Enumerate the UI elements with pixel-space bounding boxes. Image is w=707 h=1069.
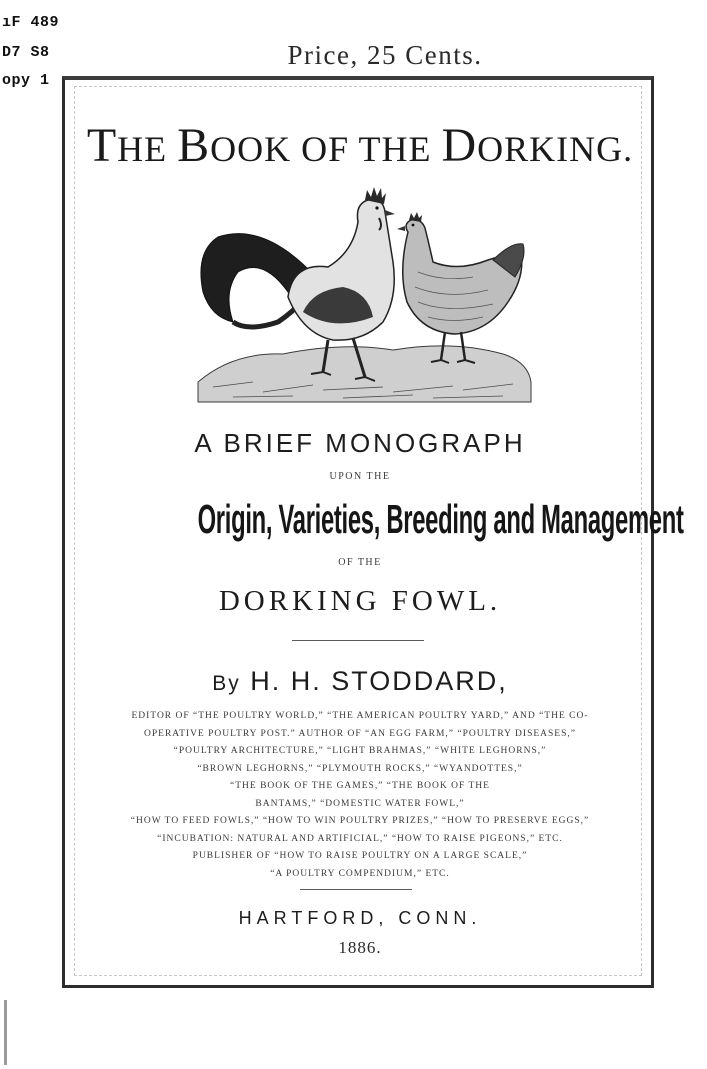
- binding-edge: [4, 1000, 7, 1065]
- call-number-line-3: opy 1: [2, 72, 50, 89]
- price-line: Price, 25 Cents.: [287, 40, 483, 70]
- author-by: By: [212, 672, 241, 695]
- title-cap-b: B: [177, 119, 211, 172]
- credit-line: “HOW TO FEED FOWLS,” “HOW TO WIN POULTRY PRIZES,” “HOW TO PRESERVE EGGS,”: [130, 816, 590, 826]
- credit-line: BANTAMS,” “DOMESTIC WATER FOWL,”: [255, 798, 465, 809]
- breed-name: DORKING FOWL.: [218, 585, 502, 617]
- credit-line: “POULTRY ARCHITECTURE,” “LIGHT BRAHMAS,” “WHITE LEGHORNS,”: [173, 746, 547, 756]
- credit-line: PUBLISHER OF “HOW TO RAISE POULTRY ON A LARGE SCALE,”: [192, 851, 528, 861]
- hen-body-icon: [403, 220, 522, 334]
- credit-line: “A POULTRY COMPENDIUM,” ETC.: [270, 868, 450, 879]
- publication-place: HARTFORD, CONN.: [238, 908, 482, 928]
- title-word-book-of-the: OOK OF THE: [210, 129, 442, 169]
- credit-line: “THE BOOK OF THE GAMES,” “THE BOOK OF THE: [230, 781, 490, 791]
- title-word-the: HE: [117, 129, 178, 169]
- author-name: H. H. STODDARD,: [250, 666, 508, 696]
- divider-lower: [300, 889, 412, 890]
- title-cap-d: D: [441, 119, 478, 172]
- call-number-line-2: D7 S8: [2, 44, 50, 61]
- subtitle-brief-monograph: A BRIEF MONOGRAPH: [194, 428, 526, 458]
- title-cap-t: T: [86, 119, 118, 172]
- credit-line: “BROWN LEGHORNS,” “PLYMOUTH ROCKS,” “WYANDOTTES,”: [197, 763, 523, 774]
- rooster-and-hen-engraving-icon: [193, 182, 533, 406]
- call-number-line-1: ıF 489: [2, 14, 60, 31]
- divider-upper: [292, 640, 424, 641]
- credit-line: OPERATIVE POULTRY POST.” AUTHOR OF “AN EGG FARM,” “POULTRY DISEASES,”: [144, 728, 576, 739]
- author-credits: [80, 708, 640, 883]
- publication-year: 1886.: [338, 938, 382, 957]
- author-line: [80, 666, 640, 697]
- upon-the-line: UPON THE: [329, 471, 391, 482]
- title-word-dorking: ORKING.: [477, 129, 634, 169]
- topics-line: Origin, Varieties, Breeding and Management: [197, 496, 684, 542]
- credit-line: EDITOR OF “THE POULTRY WORLD,” “THE AMERICAN POULTRY YARD,” AND “THE CO-: [131, 711, 589, 721]
- credit-line: “INCUBATION: NATURAL AND ARTIFICIAL,” “HOW TO RAISE PIGEONS,” ETC.: [157, 833, 563, 844]
- book-title: [80, 118, 640, 173]
- of-the-line: OF THE: [338, 557, 382, 568]
